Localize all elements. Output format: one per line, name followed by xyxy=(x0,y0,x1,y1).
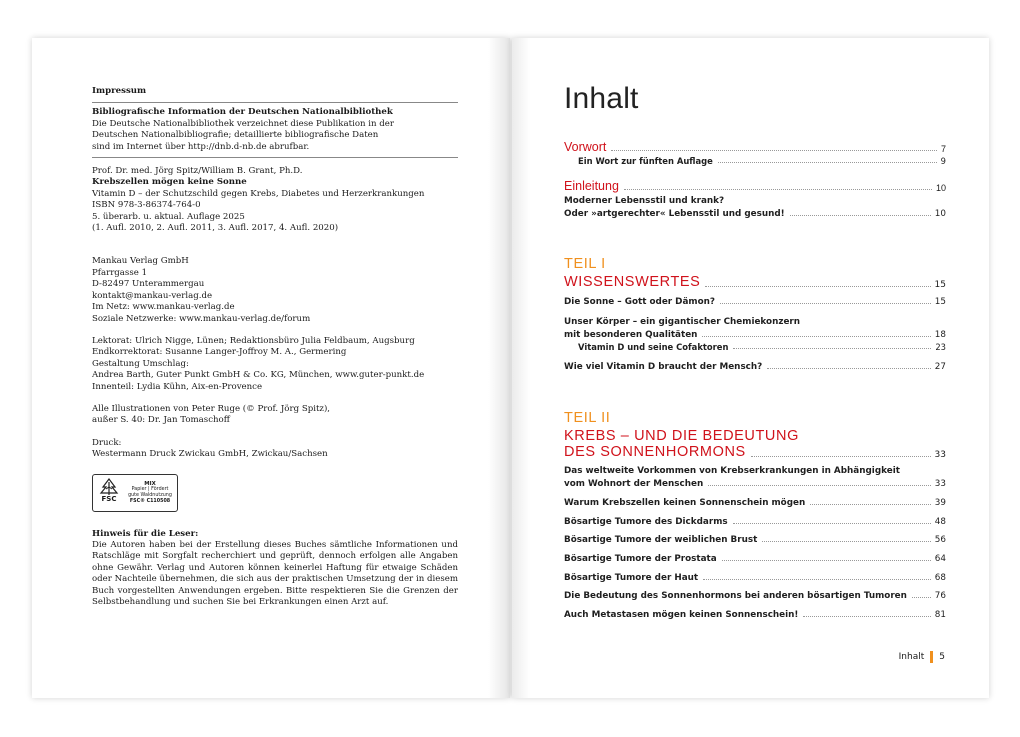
toc-entry-einleitung[interactable] xyxy=(564,179,946,193)
leader-dots xyxy=(762,541,931,542)
authors: Prof. Dr. med. Jörg Spitz/William B. Grant, Ph.D. xyxy=(92,166,303,177)
toc-page-number: 68 xyxy=(934,573,946,583)
leader-dots xyxy=(702,336,930,337)
toc-page-number: 27 xyxy=(934,362,946,372)
folio-label: Inhalt xyxy=(898,652,925,662)
leader-dots xyxy=(703,579,931,580)
toc-entry-bedeutung[interactable] xyxy=(564,591,946,601)
toc-entry-teil2-line1 xyxy=(564,429,946,444)
publisher-line: Mankau Verlag GmbH xyxy=(92,256,189,267)
toc-entry-moderner[interactable] xyxy=(564,209,946,219)
toc-part-title: DES SONNENHORMONS xyxy=(564,444,746,460)
book-title: Krebszellen mögen keine Sonne xyxy=(92,177,247,188)
leader-dots xyxy=(624,189,932,190)
leader-dots xyxy=(790,215,931,216)
toc-entry-title: Moderner Lebensstil und krank? xyxy=(564,196,725,206)
toc-part-title: KREBS – UND DIE BEDEUTUNG xyxy=(564,428,799,444)
toc-entry-title: Bösartige Tumore der Prostata xyxy=(564,554,717,564)
toc-page-number: 10 xyxy=(934,209,946,219)
right-page-contents xyxy=(512,38,989,698)
toc-entry-title: Das weltweite Vorkommen von Krebserkrankungen in Abhängigkeit xyxy=(564,466,900,476)
toc-entry-title: Die Sonne – Gott oder Dämon? xyxy=(564,297,715,307)
toc-page-number: 33 xyxy=(934,450,946,460)
toc-page-number: 7 xyxy=(940,144,946,154)
toc-entry-title: Wie viel Vitamin D braucht der Mensch? xyxy=(564,362,763,372)
fsc-tree-icon xyxy=(96,478,122,508)
toc-page-number: 15 xyxy=(934,280,946,290)
fsc-line: gute Waldnutzung xyxy=(128,492,172,498)
book-detail: ISBN 978-3-86374-764-0 xyxy=(92,200,201,211)
publisher-line: Soziale Netzwerke: www.mankau-verlag.de/forum xyxy=(92,313,311,324)
toc-entry-title: Bösartige Tumore des Dickdarms xyxy=(564,517,728,527)
publisher-line: Im Netz: www.mankau-verlag.de xyxy=(92,302,235,313)
toc-entry-title: Bösartige Tumore der Haut xyxy=(564,573,699,583)
biblio-line: sind im Internet über http://dnb.d-nb.de abrufbar. xyxy=(92,141,310,152)
toc-entry-koerper-line1 xyxy=(564,317,946,327)
leader-dots xyxy=(705,286,930,287)
toc-entry-title: Bösartige Tumore der weiblichen Brust xyxy=(564,535,758,545)
toc-page-number: 39 xyxy=(934,498,946,508)
leader-dots xyxy=(611,150,937,151)
part-number-1: TEIL I xyxy=(564,256,606,272)
illustration-line: Alle Illustrationen von Peter Ruge (© Prof. Jörg Spitz), xyxy=(92,403,331,414)
publisher-line: D-82497 Unterammergau xyxy=(92,279,205,290)
leader-dots xyxy=(708,485,931,486)
fsc-label: FSC xyxy=(101,494,117,503)
toc-entry-teil1[interactable] xyxy=(564,275,946,290)
note-heading: Hinweis für die Leser: xyxy=(92,528,199,539)
biblio-heading: Bibliografische Information der Deutschen Nationalbibliothek xyxy=(92,107,393,118)
credits-line: Gestaltung Umschlag: xyxy=(92,358,189,369)
credits-line: Innenteil: Lydia Kühn, Aix-en-Provence xyxy=(92,381,263,392)
page-folio xyxy=(899,651,945,663)
book-detail: Vitamin D – der Schutzschild gegen Krebs, Diabetes und Herzerkrankungen xyxy=(92,188,425,199)
biblio-line: Deutschen Nationalbibliografie; detaillierte bibliografische Daten xyxy=(92,130,379,141)
credits-line: Andrea Barth, Guter Punkt GmbH & Co. KG, München, www.guter-punkt.de xyxy=(92,370,425,381)
toc-entry-title: mit besonderen Qualitäten xyxy=(564,330,698,340)
publisher-line: Pfarrgasse 1 xyxy=(92,267,148,278)
book-detail: 5. überarb. u. aktual. Auflage 2025 xyxy=(92,211,245,222)
folio-divider xyxy=(930,651,933,663)
toc-page-number: 15 xyxy=(934,297,946,307)
toc-entry-title: Auch Metastasen mögen keinen Sonnenschein! xyxy=(564,610,799,620)
toc-entry-teil2[interactable] xyxy=(564,445,946,460)
toc-page-number: 48 xyxy=(934,517,946,527)
leader-dots xyxy=(718,162,937,163)
toc-page-number: 76 xyxy=(934,591,946,601)
toc-page-number: 23 xyxy=(935,342,946,352)
toc-entry-wort[interactable] xyxy=(578,156,946,166)
toc-entry-vorkommen[interactable] xyxy=(564,479,946,489)
toc-entry-prostata[interactable] xyxy=(564,554,946,564)
biblio-line: Die Deutsche Nationalbibliothek verzeichnet diese Publikation in der xyxy=(92,118,394,129)
toc-entry-wieviel[interactable] xyxy=(564,362,946,372)
toc-page-number: 56 xyxy=(934,535,946,545)
leader-dots xyxy=(810,504,931,505)
toc-page-number: 18 xyxy=(934,330,946,340)
credits-line: Endkorrektorat: Susanne Langer-Joffroy M. A., Germering xyxy=(92,347,347,358)
toc-entry-title: Oder »artgerechter« Lebensstil und gesund! xyxy=(564,209,785,219)
illustration-line: außer S. 40: Dr. Jan Tomaschoff xyxy=(92,415,230,426)
toc-page-number: 9 xyxy=(940,156,946,166)
leader-dots xyxy=(912,597,931,598)
leader-dots xyxy=(751,456,931,457)
toc-entry-sonne[interactable] xyxy=(564,297,946,307)
toc-entry-brust[interactable] xyxy=(564,535,946,545)
fsc-code: FSC® C110508 xyxy=(129,498,171,504)
toc-entry-title: Ein Wort zur fünften Auflage xyxy=(578,156,713,166)
toc-entry-title: vom Wohnort der Menschen xyxy=(564,479,704,489)
toc-page-number: 81 xyxy=(934,610,946,620)
toc-part-title: WISSENSWERTES xyxy=(564,274,701,290)
toc-entry-koerper[interactable] xyxy=(564,330,946,340)
print-line: Westermann Druck Zwickau GmbH, Zwickau/Sachsen xyxy=(92,449,328,460)
part-number-2: TEIL II xyxy=(564,410,611,426)
toc-page-number: 33 xyxy=(934,479,946,489)
toc-entry-vorwort[interactable] xyxy=(564,140,946,154)
fsc-mix: MIX xyxy=(144,480,156,487)
gutter-shadow xyxy=(512,38,530,698)
toc-entry-title: Vitamin D und seine Cofaktoren xyxy=(578,342,729,352)
toc-entry-warum[interactable] xyxy=(564,498,946,508)
toc-entry-haut[interactable] xyxy=(564,573,946,583)
divider xyxy=(92,157,458,158)
toc-entry-dickdarm[interactable] xyxy=(564,517,946,527)
toc-page-number: 10 xyxy=(935,183,946,193)
book-spread xyxy=(32,38,989,698)
leader-dots xyxy=(733,348,931,349)
toc-entry-title: Die Bedeutung des Sonnenhormons bei anderen bösartigen Tumoren xyxy=(564,591,907,601)
impressum-block xyxy=(92,86,458,608)
gutter-shadow xyxy=(488,38,510,698)
fsc-text xyxy=(126,481,174,505)
toc-entry-moderner-line1 xyxy=(564,196,946,206)
divider xyxy=(92,102,458,103)
toc-entry-vorkommen-line1 xyxy=(564,466,946,476)
toc-entry-title: Vorwort xyxy=(564,140,607,154)
toc-entry-title: Warum Krebszellen keinen Sonnenschein mögen xyxy=(564,498,806,508)
credits-line: Lektorat: Ulrich Nigge, Lünen; Redaktionsbüro Julia Feldbaum, Augsburg xyxy=(92,335,415,346)
leader-dots xyxy=(767,368,931,369)
book-detail: (1. Aufl. 2010, 2. Aufl. 2011, 3. Aufl. 2017, 4. Aufl. 2020) xyxy=(92,223,339,234)
folio-number: 5 xyxy=(939,652,945,662)
fsc-line: Papier | Fördert xyxy=(131,486,169,492)
page-title: Inhalt xyxy=(564,82,639,115)
toc-entry-title: Einleitung xyxy=(564,179,619,193)
leader-dots xyxy=(722,560,931,561)
left-page-impressum xyxy=(32,38,510,698)
leader-dots xyxy=(733,523,931,524)
note-text: Die Autoren haben bei der Erstellung dieses Buches sämtliche Informationen und Ratschläge mit Sorgfalt recherchiert und geprüft, dennoch erfolgen alle Angaben ohne Gewähr. Verlag und Autoren können keinerlei Haftung für etwaige Schäden oder Nachteile übernehmen, die sich aus der praktischen Umsetzung der in diesem Buch vorgestellten Anwendungen ergeben. Bitte respektieren Sie die Grenzen der Selbstbehandlung und suchen Sie bei Erkrankungen einen Arzt auf. xyxy=(92,539,458,607)
publisher-line: kontakt@mankau-verlag.de xyxy=(92,290,213,301)
impressum-heading: Impressum xyxy=(92,86,147,96)
toc-entry-title: Unser Körper – ein gigantischer Chemiekonzern xyxy=(564,317,801,327)
leader-dots xyxy=(803,616,930,617)
fsc-logo xyxy=(92,474,178,512)
toc-page-number: 64 xyxy=(934,554,946,564)
print-line: Druck: xyxy=(92,437,122,448)
leader-dots xyxy=(720,303,931,304)
toc-entry-vitamin-d[interactable] xyxy=(578,342,946,352)
toc-entry-metastasen[interactable] xyxy=(564,610,946,620)
